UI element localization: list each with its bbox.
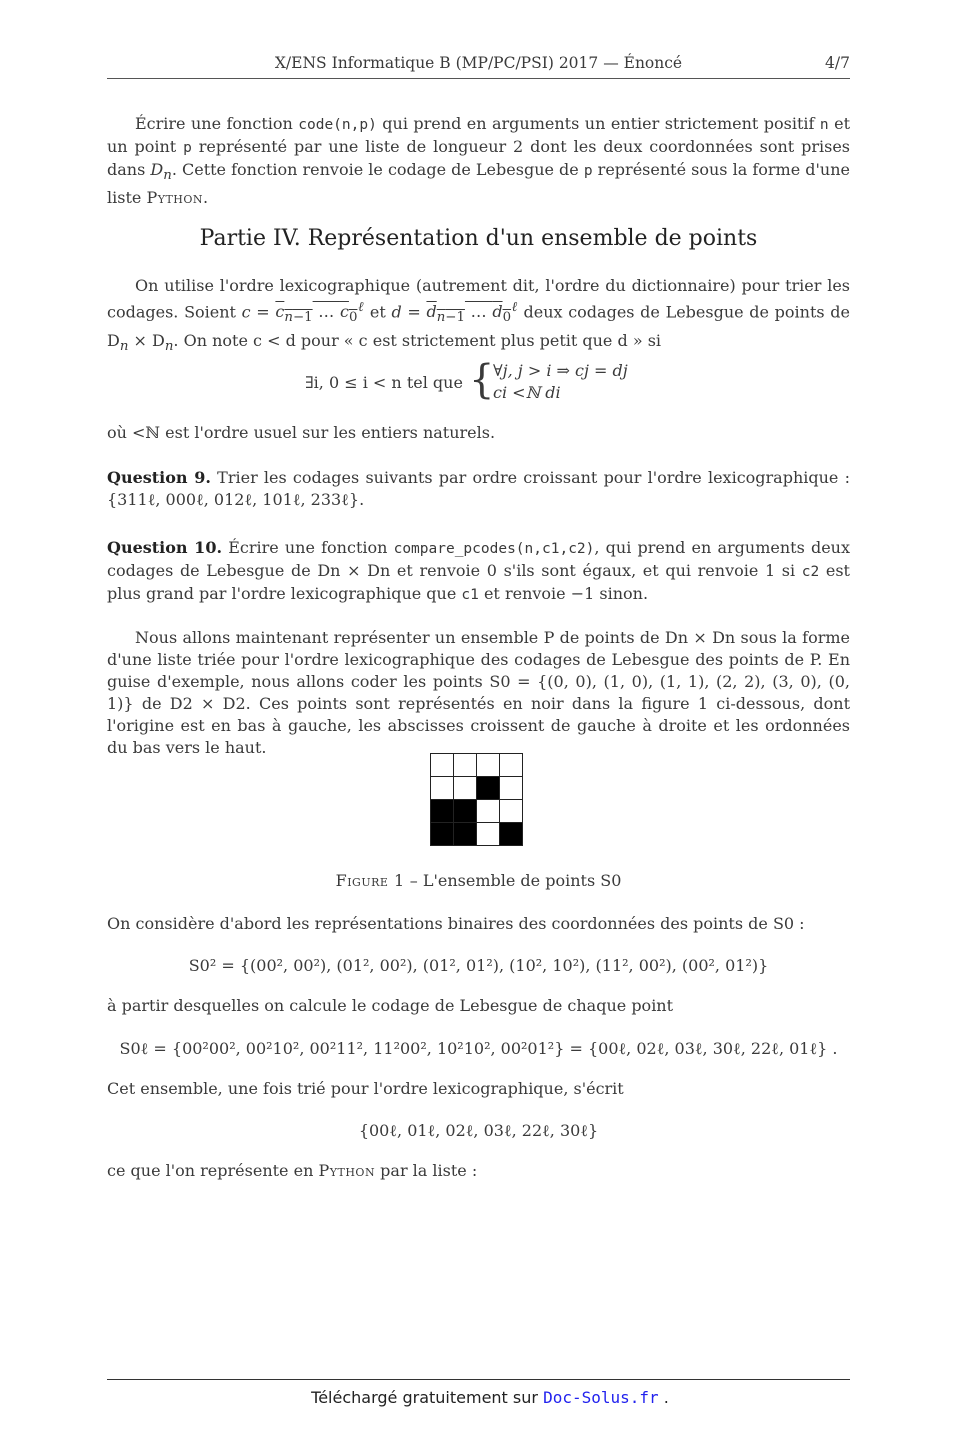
footer-rule (107, 1379, 850, 1380)
header-rule (107, 78, 850, 79)
formula-line2: ci <ℕ di (493, 383, 561, 402)
figure-caption: Figure 1 – L'ensemble de points S0 (335, 871, 622, 890)
order-note: où <ℕ est l'ordre usuel sur les entiers naturels. (107, 423, 496, 442)
formula-brace: { (469, 357, 495, 403)
grid-cell (431, 823, 454, 846)
grid-cell (431, 777, 454, 800)
binary-formula: S0² = {(00², 00²), (01², 00²), (01², 01²), (10², 10²), (11², 00²), (00², 01²)} (188, 956, 769, 975)
formula-line1: ∀j, j > i ⇒ cj = dj (493, 361, 628, 380)
grid-cell (477, 823, 500, 846)
intro-paragraph: Écrire une fonction code(n,p) qui prend en arguments un entier strictement positif n et un point p représenté par une liste de longueur 2 dont les deux coordonnées sont prises dans $D_n$. Cette fonction renvoie le codage de Lebesgue de p représenté sous la forme d'une liste Python. (107, 114, 851, 208)
grid-cell (454, 754, 477, 777)
order-formula (107, 357, 850, 406)
grid-cell (500, 800, 523, 823)
order-paragraph: On utilise l'ordre lexicographique (autrement dit, l'ordre du dictionnaire) pour trier les codages. Soient $c = c_{n-1}$ … $c_0^\ell$ et $d = d_{n-1}$ … $d_0^\ell$ deux codages de Lebesgue de points de $D_n \times D_n$. On note c < d pour « c est strictement plus petit que d » si (107, 276, 850, 354)
grid-cell (454, 823, 477, 846)
lebesgue-formula: S0ℓ = {00²00², 00²10², 00²11², 11²00², 10²10², 00²01²} = {00ℓ, 02ℓ, 03ℓ, 30ℓ, 22ℓ, 01ℓ} . (119, 1039, 838, 1058)
grid-cell (454, 800, 477, 823)
page-header (107, 54, 850, 76)
sorted-intro: Cet ensemble, une fois trié pour l'ordre lexicographique, s'écrit (107, 1079, 624, 1098)
header-title: X/ENS Informatique B (MP/PC/PSI) 2017 — Énoncé (274, 54, 683, 72)
sorted-formula: {00ℓ, 01ℓ, 02ℓ, 03ℓ, 22ℓ, 30ℓ} (358, 1121, 599, 1140)
footer: Téléchargé gratuitement sur Doc-Solus.fr . (311, 1388, 669, 1407)
example-paragraph: Nous allons maintenant représenter un ensemble P de points de Dn × Dn sous la forme d'une liste triée pour l'ordre lexicographique des codages de Lebesgue des points de P. En guise d'exemple, nous allons coder les points S0 = {(0, 0), (1, 0), (1, 1), (2, 2), (3, 0), (0, 1)} de D2 × D2. Ces points sont représentés en noir dans la figure 1 ci-dessous, dont l'origine est en bas à gauche, les abscisses croissent de gauche à droite et les ordonnées du bas vers le haut. (107, 628, 850, 757)
python-intro: ce que l'on représente en Python par la liste : (107, 1161, 478, 1180)
doc-solus-link[interactable]: Doc-Solus.fr (543, 1388, 659, 1407)
section-title: Partie IV. Représentation d'un ensemble de points (199, 226, 758, 251)
grid-cell (477, 754, 500, 777)
page-number: 4/7 (825, 54, 850, 72)
lebesgue-intro: à partir desquelles on calcule le codage de Lebesgue de chaque point (107, 996, 674, 1015)
grid-cell (477, 800, 500, 823)
question-9: Question 9. Trier les codages suivants par ordre croissant pour l'ordre lexicographique : {311ℓ, 000ℓ, 012ℓ, 101ℓ, 233ℓ}. (107, 468, 850, 509)
figure-1 (430, 753, 523, 846)
grid-cell (500, 777, 523, 800)
grid-cell (500, 823, 523, 846)
grid-cell (431, 800, 454, 823)
formula-exists: ∃i, 0 ≤ i < n tel que (305, 373, 463, 392)
grid-cell (477, 777, 500, 800)
binary-intro: On considère d'abord les représentations binaires des coordonnées des points de S0 : (107, 914, 805, 933)
grid-cell (431, 754, 454, 777)
grid-cell (500, 754, 523, 777)
question-10: Question 10. Écrire une fonction compare_pcodes(n,c1,c2), qui prend en arguments deux codages de Lebesgue de Dn × Dn et renvoie 0 s'ils sont égaux, et qui renvoie 1 si c2 est plus grand par l'ordre lexicographique que c1 et renvoie −1 sinon. (107, 538, 850, 603)
point-grid (430, 753, 523, 846)
grid-cell (454, 777, 477, 800)
